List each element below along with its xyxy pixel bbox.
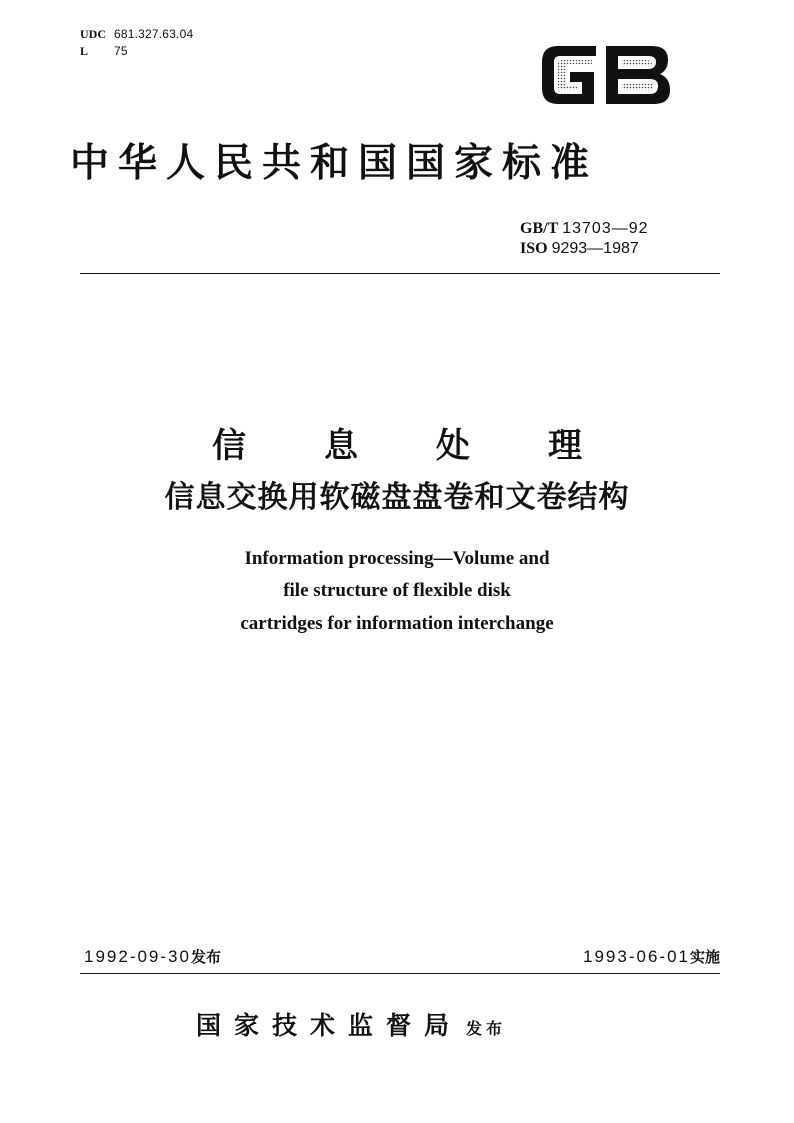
title-cn-line1: 信息处理 — [212, 426, 660, 466]
issue-date — [84, 945, 221, 969]
bottom-divider — [80, 973, 720, 974]
udc-value: 681.327.63.04 — [114, 27, 194, 41]
udc-label: UDC — [80, 27, 106, 41]
title-en-line1: Information processing—Volume and — [244, 548, 550, 569]
implementation-date-suffix: 实施 — [689, 948, 720, 966]
issuer-suffix: 发布 — [466, 1019, 507, 1038]
iso-number: 9293—1987 — [551, 240, 639, 257]
implementation-date — [583, 945, 720, 969]
issue-date-suffix: 发布 — [190, 948, 221, 966]
issue-date-value: 1992-09-30 — [84, 947, 191, 966]
iso-number-row — [520, 239, 649, 259]
standard-numbers — [520, 219, 649, 259]
title-en-line2: file structure of flexible disk — [283, 580, 511, 601]
title-en-line3: cartridges for information interchange — [240, 613, 554, 634]
iso-prefix: ISO — [520, 240, 548, 257]
national-standard-heading: 中华人民共和国国家标准 — [70, 140, 599, 186]
issuer-name: 国家技术监督局 — [196, 1011, 463, 1040]
gb-logo-icon — [536, 38, 674, 110]
l-value: 75 — [114, 44, 128, 58]
gb-prefix: GB/T — [520, 220, 559, 237]
l-label: L — [80, 44, 89, 58]
classification-codes — [80, 26, 193, 60]
issuing-authority — [196, 1008, 506, 1047]
title-cn-line2: 信息交换用软磁盘盘卷和文卷结构 — [164, 480, 630, 515]
gb-number-row — [520, 219, 649, 239]
top-divider — [80, 273, 720, 274]
implementation-date-value: 1993-06-01 — [583, 947, 690, 966]
l-row — [80, 43, 193, 60]
gb-number: 13703—92 — [562, 220, 649, 237]
udc-row — [80, 26, 193, 43]
